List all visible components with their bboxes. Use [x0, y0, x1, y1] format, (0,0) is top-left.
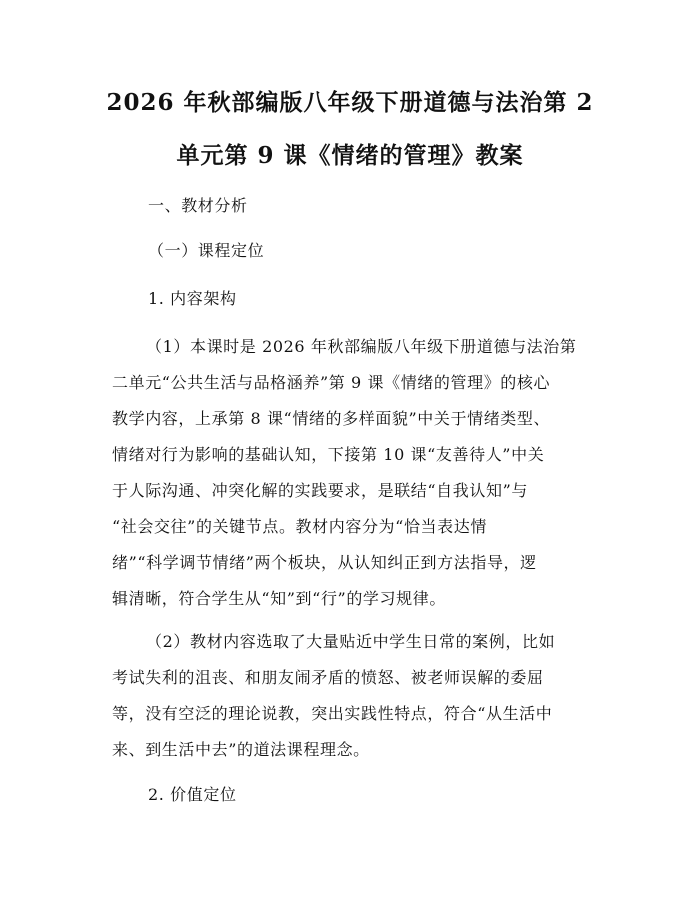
paragraph-line: （2）教材内容选取了大量贴近中学生日常的案例，比如 [146, 632, 556, 651]
paragraph-line: 考试失利的沮丧、和朋友闹矛盾的愤怒、被老师误解的委屈 [112, 668, 544, 687]
paragraph-line: 来、到生活中去”的道法课程理念。 [112, 740, 370, 759]
paragraph-line: “社会交往”的关键节点。教材内容分为“恰当表达情 [112, 517, 487, 536]
paragraph-content-structure [112, 329, 602, 617]
paragraph-textbook-cases [112, 624, 602, 768]
title-line-1: 2026 年秋部编版八年级下册道德与法治第 2 [106, 89, 594, 116]
title-line-2: 单元第 9 课《情绪的管理》教案 [176, 142, 524, 169]
document-title [95, 76, 605, 182]
subsection-heading-course-positioning: （一）课程定位 [148, 241, 265, 260]
paragraph-line: 辑清晰，符合学生从“知”到“行”的学习规律。 [112, 589, 446, 608]
paragraph-line: 于人际沟通、冲突化解的实践要求，是联结“自我认知”与 [112, 481, 528, 500]
paragraph-line: 绪”“科学调节情绪”两个板块，从认知纠正到方法指导，逻 [112, 553, 537, 572]
paragraph-line: 情绪对行为影响的基础认知，下接第 10 课“友善待人”中关 [112, 445, 545, 464]
item-heading-value-positioning: 2. 价值定位 [148, 785, 237, 804]
section-heading-textbook-analysis: 一、教材分析 [148, 196, 248, 215]
paragraph-line: （1）本课时是 2026 年秋部编版八年级下册道德与法治第 [146, 337, 577, 356]
paragraph-line: 二单元“公共生活与品格涵养”第 9 课《情绪的管理》的核心 [112, 373, 551, 392]
paragraph-line: 等，没有空泛的理论说教，突出实践性特点，符合“从生活中 [112, 704, 553, 723]
paragraph-line: 教学内容，上承第 8 课“情绪的多样面貌”中关于情绪类型、 [112, 409, 551, 428]
item-heading-content-structure: 1. 内容架构 [148, 289, 237, 308]
